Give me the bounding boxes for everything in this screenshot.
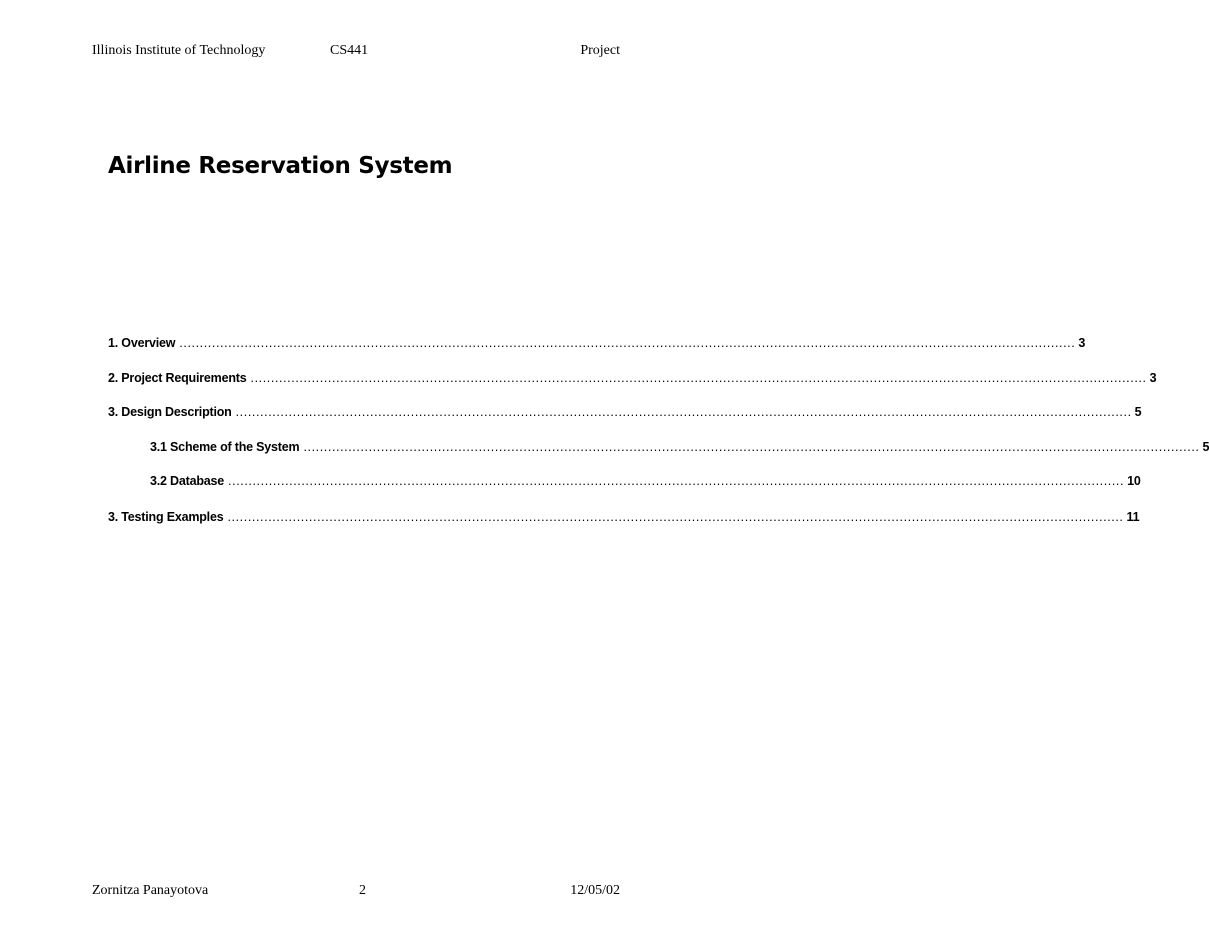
toc-entry-label: 2. Project Requirements xyxy=(108,371,247,385)
footer-date: 12/05/02 xyxy=(570,883,620,898)
toc-entry-page: 11 xyxy=(1126,510,1140,524)
toc-entry-label: 3.1 Scheme of the System xyxy=(150,440,300,454)
toc-dot-leader: ............................................................................................................................................................................................................................ xyxy=(179,336,1076,350)
toc-entry-page: 3 xyxy=(1149,371,1157,385)
footer-page-number: 2 xyxy=(359,883,366,898)
toc-entry xyxy=(150,473,1141,489)
toc-dot-leader: ............................................................................................................................................................................................................................ xyxy=(303,440,1200,454)
toc-entry xyxy=(150,439,1209,455)
toc-entry-page: 5 xyxy=(1202,440,1209,454)
toc-entry xyxy=(108,404,1142,420)
toc-entry-page: 10 xyxy=(1127,474,1141,488)
toc-entry-label: 3. Testing Examples xyxy=(108,510,224,524)
toc-entry xyxy=(108,509,1140,525)
toc-entry-page: 5 xyxy=(1134,405,1142,419)
toc-entry-label: 3.2 Database xyxy=(150,474,225,488)
toc-dot-leader: ............................................................................................................................................................................................................................ xyxy=(227,510,1124,524)
header-course: CS441 xyxy=(330,43,369,58)
footer-author: Zornitza Panayotova xyxy=(92,883,209,898)
toc-entry xyxy=(108,335,1086,351)
toc-dot-leader: ............................................................................................................................................................................................................................ xyxy=(228,474,1125,488)
header-doc-type: Project xyxy=(580,43,620,58)
toc-entry-label: 3. Design Description xyxy=(108,405,232,419)
toc-entry-label: 1. Overview xyxy=(108,336,176,350)
header-institution: Illinois Institute of Technology xyxy=(92,43,266,58)
toc-entry xyxy=(108,370,1157,386)
toc-entry-page: 3 xyxy=(1078,336,1086,350)
document-title: Airline Reservation System xyxy=(108,153,453,179)
toc-dot-leader: ............................................................................................................................................................................................................................ xyxy=(235,405,1132,419)
toc-dot-leader: ............................................................................................................................................................................................................................ xyxy=(250,371,1147,385)
